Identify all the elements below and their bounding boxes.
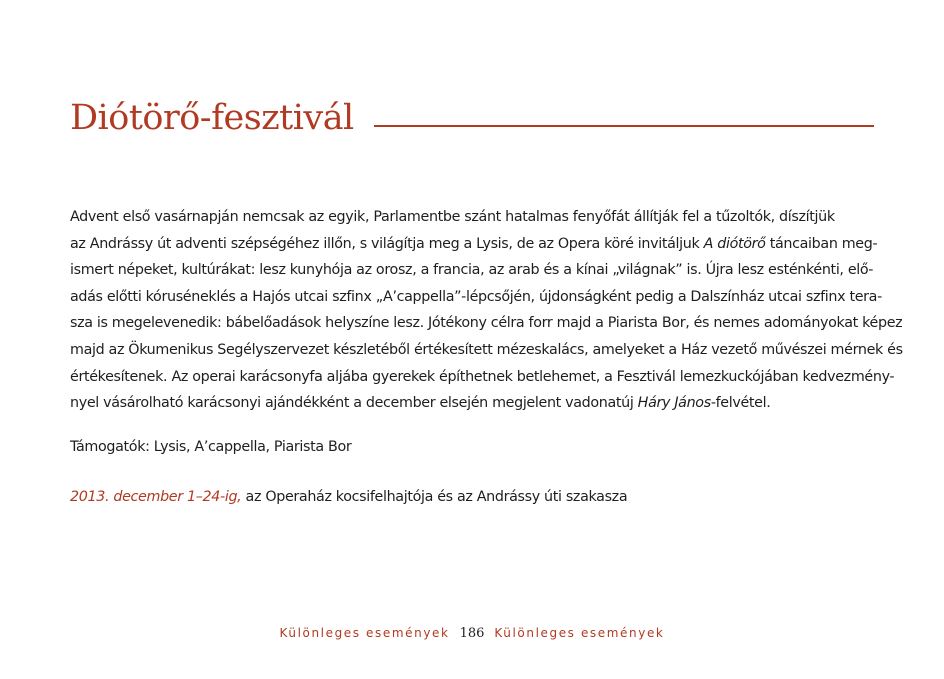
event-dates: 2013. december 1–24-ig,: [70, 489, 242, 505]
body-line: adás előtti kóruséneklés a Hajós utcai szfinx „A’cappella”-lépcsőjén, újdonságként pedig a Dalszínház utcai szfinx tera-: [70, 288, 882, 305]
text-run: az Andrássy út adventi szépségéhez illőn, s világítja meg a Lysis, de az Opera köré invitáljuk: [70, 235, 704, 252]
text-run: -felvétel.: [710, 395, 771, 412]
footer-section-left: Különleges események: [279, 626, 450, 640]
body-line: sza is megelevenedik: bábelőadások helyszíne lesz. Jótékony célra forr majd a Piarista Bor, és nemes adományokat képez: [70, 315, 903, 332]
body-line: Advent első vasárnapján nemcsak az egyik, Parlamentbe szánt hatalmas fenyőfát állítják fel a tűzoltók, díszítjük: [70, 209, 835, 225]
page-title: Diótörő-fesztivál: [70, 98, 354, 138]
work-title: A diótörő: [703, 235, 766, 252]
body-text: [70, 204, 903, 417]
body-line: [70, 390, 878, 417]
page-footer: [0, 626, 944, 641]
event-info: [70, 484, 627, 510]
supporters-line: Támogatók: Lysis, A’cappella, Piarista Bor: [70, 439, 352, 455]
footer-section-right: Különleges események: [494, 626, 665, 640]
text-run: nyel vásárolható karácsonyi ajándékként a december elsején megjelent vadonatúj: [70, 395, 638, 412]
title-rule: [374, 125, 874, 127]
work-title: Háry János: [637, 395, 711, 412]
page-number: 186: [459, 626, 485, 641]
event-venue: az Operaház kocsifelhajtója és az Andrássy úti szakasza: [241, 489, 628, 505]
body-line: ismert népeket, kultúrákat: lesz kunyhója az orosz, a francia, az arab és a kínai „világnak” is. Újra lesz esténkénti, elő-: [70, 262, 874, 279]
body-line: értékesítenek. Az operai karácsonyfa aljába gyerekek építhetnek betlehemet, a Fesztivál lemezkuckójában kedvezmény-: [70, 368, 895, 385]
text-run: táncaiban meg-: [765, 235, 878, 252]
title-row: [70, 86, 874, 136]
body-line: [70, 231, 878, 258]
body-line: majd az Ökumenikus Segélyszervezet készletéből értékesített mézeskalács, amelyeket a Ház vezető művészei mérnek és: [70, 341, 903, 358]
